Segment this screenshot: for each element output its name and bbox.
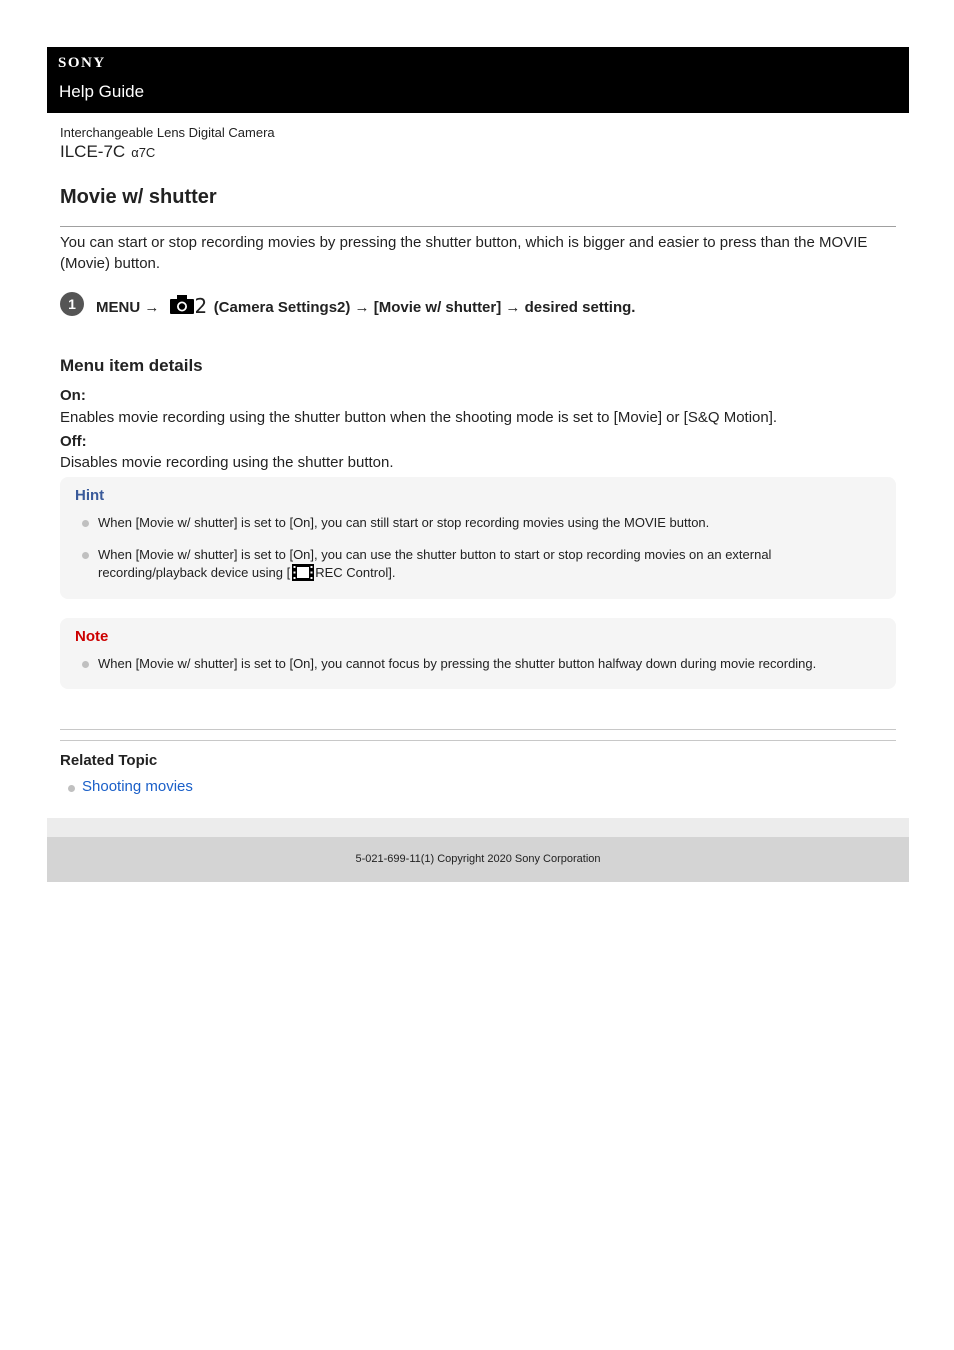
help-guide-title: Help Guide xyxy=(59,82,145,101)
note-title: Note xyxy=(75,628,109,645)
hint-title: Hint xyxy=(75,487,105,504)
model-alt-name: α7C xyxy=(131,145,156,160)
hint-item-text-end: REC Control]. xyxy=(315,565,396,580)
description-off: Disables movie recording using the shutter button. xyxy=(60,454,394,471)
section-divider-top xyxy=(60,729,896,730)
note-item xyxy=(98,655,888,673)
hint-item xyxy=(98,514,878,532)
footer-spacer xyxy=(47,818,909,837)
step-path-text: (Camera Settings2) → [Movie w/ shutter] → desired setting. xyxy=(213,299,636,316)
note-box xyxy=(60,618,896,689)
camera-settings-page-number: 2 xyxy=(194,294,208,318)
bullet-dot xyxy=(82,520,89,527)
step-menu-label: MENU → xyxy=(96,299,160,316)
term-on: On: xyxy=(60,387,86,404)
menu-item-details-heading: Menu item details xyxy=(60,356,203,375)
hint-item-text: When [Movie w/ shutter] is set to [On], you can use the shutter button to start or stop recording movies on an external xyxy=(98,547,772,562)
step-instruction xyxy=(96,294,635,316)
product-type: Interchangeable Lens Digital Camera xyxy=(60,125,275,140)
note-item-text: When [Movie w/ shutter] is set to [On], you cannot focus by pressing the shutter button halfway down during movie recording. xyxy=(98,656,817,671)
page-title: Movie w/ shutter xyxy=(60,186,217,208)
title-divider xyxy=(60,226,896,227)
hint-item-text: When [Movie w/ shutter] is set to [On], you can still start or stop recording movies using the MOVIE button. xyxy=(98,515,710,530)
hint-box xyxy=(60,477,896,599)
model-name: ILCE-7C xyxy=(60,142,126,161)
camera-settings-icon xyxy=(170,294,206,316)
bullet-dot xyxy=(82,552,89,559)
intro-text: You can start or stop recording movies by pressing the shutter button, which is bigger and easier to press than the MOVIE (Movie) button. xyxy=(60,234,868,272)
hint-item xyxy=(98,546,878,586)
sony-logo: SONY xyxy=(58,55,106,71)
film-icon xyxy=(292,564,314,586)
related-link-shooting-movies[interactable]: Shooting movies xyxy=(82,778,193,795)
site-header xyxy=(47,47,909,113)
product-model xyxy=(60,142,155,162)
footer xyxy=(47,837,909,882)
copyright-text: 5-021-699-11(1) Copyright 2020 Sony Corporation xyxy=(355,853,601,865)
term-off: Off: xyxy=(60,433,87,450)
step-number-badge: 1 xyxy=(60,292,84,316)
bullet-dot xyxy=(82,661,89,668)
section-divider-bottom xyxy=(60,740,896,741)
description-on: Enables movie recording using the shutter button when the shooting mode is set to [Movie] or [S&Q Motion]. xyxy=(60,409,778,426)
step-1 xyxy=(60,292,896,320)
related-topic-heading: Related Topic xyxy=(60,752,158,769)
bullet-dot xyxy=(68,785,75,792)
hint-item-text-cont: recording/playback device using [ xyxy=(98,565,291,580)
